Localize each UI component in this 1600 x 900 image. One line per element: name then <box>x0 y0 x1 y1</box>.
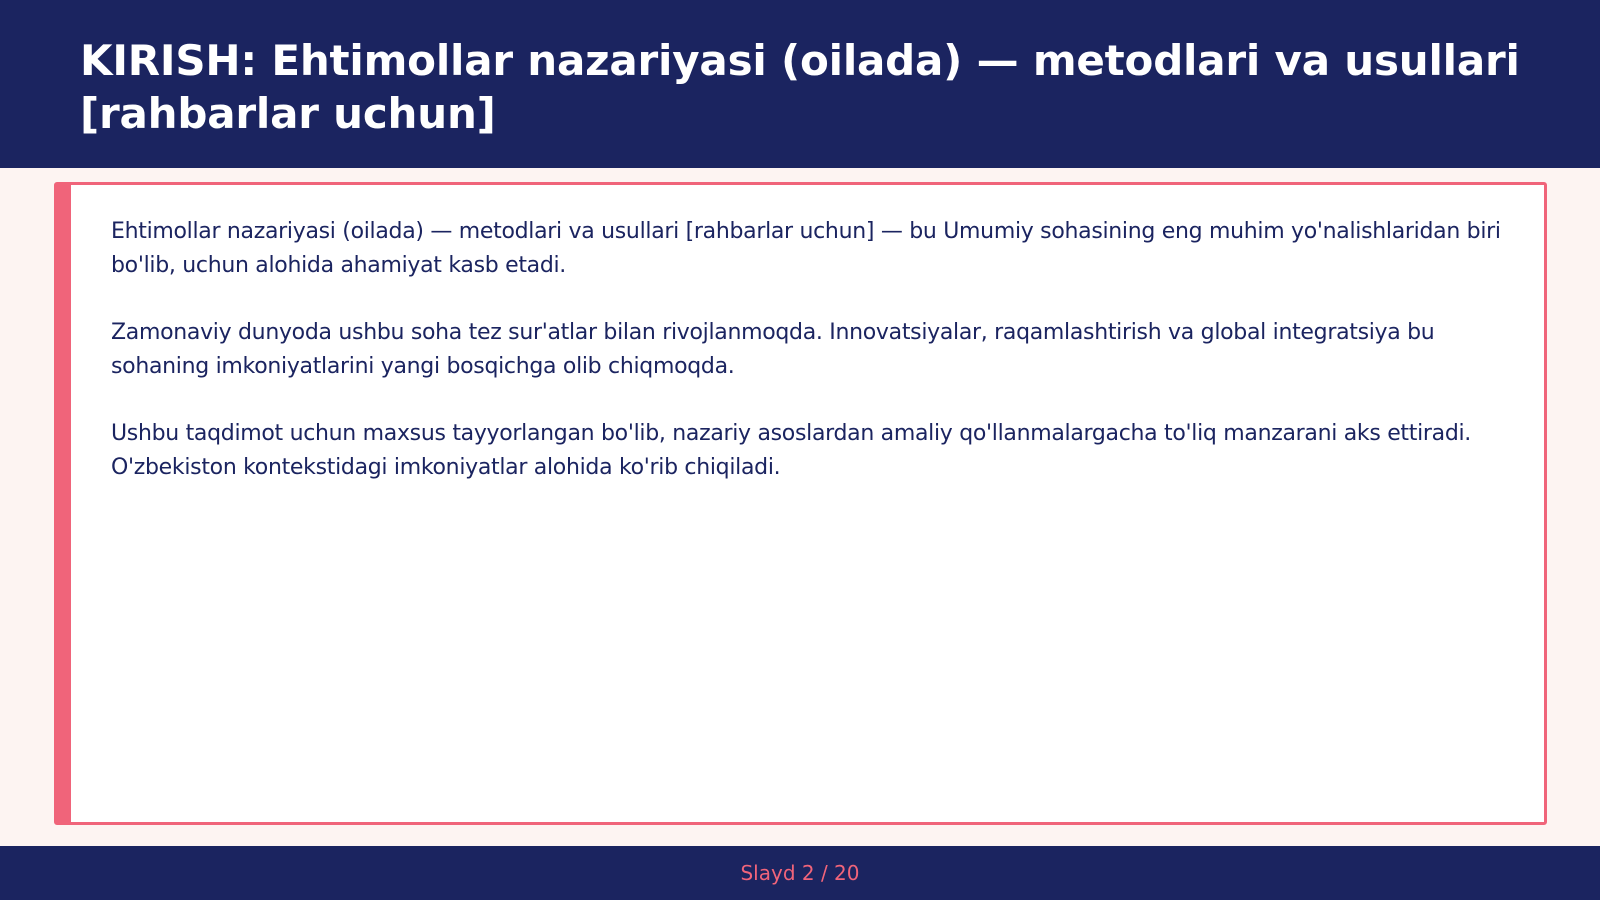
body-paragraph: Zamonaviy dunyoda ushbu soha tez sur'atlar bilan rivojlanmoqda. Innovatsiyalar, raqamlashtirish va global integratsiya bu sohaning imkoniyatlarini yangi bosqichga olib chiqmoqda. <box>111 320 1435 379</box>
content-card <box>54 182 1547 825</box>
body-paragraph: Ehtimollar nazariyasi (oilada) — metodlari va usullari [rahbarlar uchun] — bu Umumiy sohasining eng muhim yo'nalishlaridan biri bo'lib, uchun alohida ahamiyat kasb etadi. <box>111 219 1501 278</box>
body-paragraph: Ushbu taqdimot uchun maxsus tayyorlangan bo'lib, nazariy asoslardan amaliy qo'llanmalargacha to'liq manzarani aks ettiradi. O'zbekiston kontekstidagi imkoniyatlar alohida ko'rib chiqiladi. <box>111 421 1471 480</box>
slide-counter: Slayd 2 / 20 <box>740 861 860 885</box>
slide-title: KIRISH: Ehtimollar nazariyasi (oilada) — metodlari va usullari [rahbarlar uchun] <box>80 36 1520 138</box>
slide-footer <box>0 846 1600 900</box>
slide-header <box>0 0 1600 168</box>
